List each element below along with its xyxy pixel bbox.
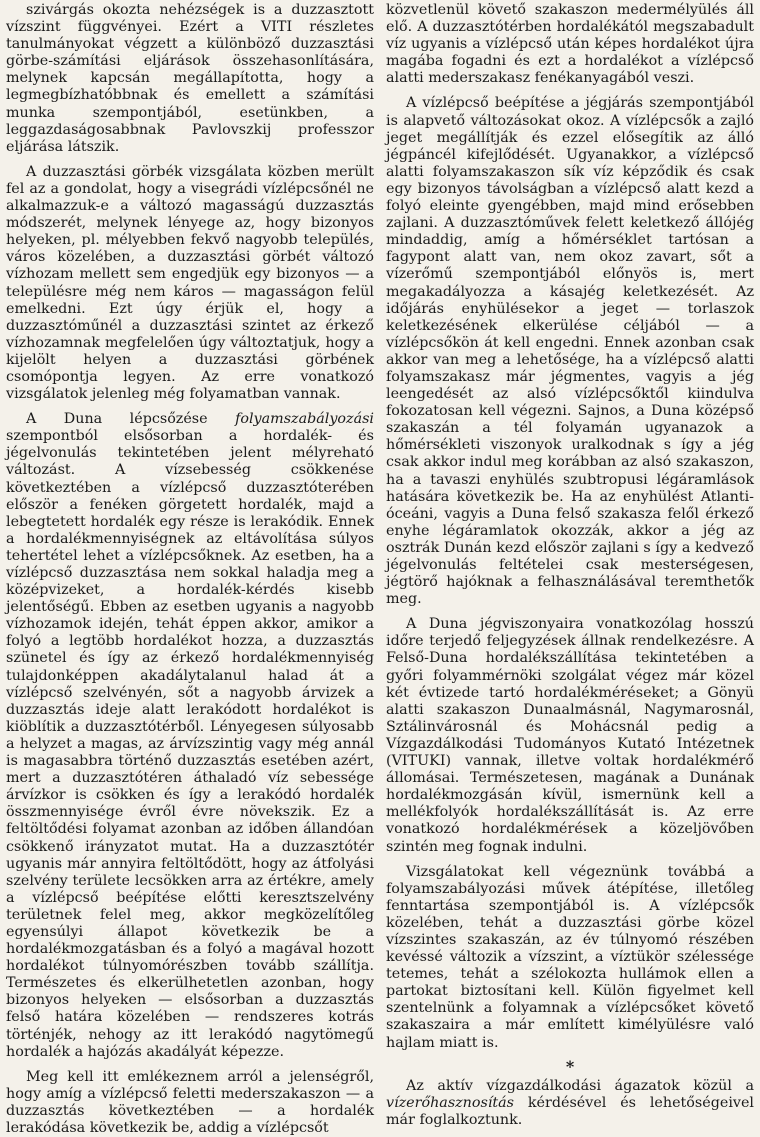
paragraph-text: Az aktív vízgazdálkodási ágazatok közül a	[406, 1077, 754, 1094]
paragraph: közvetlenül követő szakaszon medermélyülés áll elő. A duzzasztótérben hordalékától megszabadult víz ugyanis a vízlépcső után képes hordalékot újra magába fogadni és ezt a hordalékot a vízlépcső alatti mederszakasz fenékanyagából veszi.	[386, 2, 754, 87]
paragraph: A Duna jégviszonyaira vonatkozólag hosszú időre terjedő feljegyzések állnak rendelkezésre. A Felső-Duna hordalékszállítása tekintetében a győri folyammérnöki szolgálat végez már közel két évtizede tartó hordalékméréseket; a Gönyü alatti szakaszon Dunaalmásnál, Nagymarosnál, Sztálinvárosnál és Mohácsnál pedig a Vízgazdálkodási Tudományos Kutató Intézetnek (VITUKI) vannak, illetve voltak hordalékmérő állomásai. Természetesen, magának a Dunának hordalékmozgásán kívül, ismernünk kell a mellékfolyók hordalékszállítását is. Az erre vonatkozó hordalékmérések a közeljövőben szintén meg fognak indulni.	[386, 616, 754, 855]
section-separator-asterisk: *	[565, 1056, 575, 1076]
paragraph	[6, 411, 374, 1061]
paragraph: A vízlépcső beépítése a jégjárás szempontjából is alapvető változásokat okoz. A vízlépcsők a zajló jeget megállítják és ezzel elősegítik az álló jégpáncél kifejlődését. Ugyanakkor, a vízlépcső alatti folyamszakaszon sík víz képződik és csak egy bizonyos távolságban a vízlépcső alatt kezd a folyó eleinte gyengébben, majd mind erősebben zajlani. A duzzasztóművek felett keletkező állójég mindaddig, amíg a hőmérséklet tartósan a fagypont alatt van, nem okoz zavart, sőt a vízerőmű szempontjából előnyös is, mert megakadályozza a kásajég keletkezését. Az időjárás enyhülésekor a jeget — torlaszok keletkezésének elkerülése céljából — a vízlépcsőkön át kell engedni. Ennek azonban csak akkor van meg a lehetősége, ha a vízlépcső alatti folyamszakasz már jégmentes, vagyis a jég leengedését az alsó vízlépcsőktől kiindulva fokozatosan kell végezni. Sajnos, a Duna középső szakaszán a tél folyamán ugyanazok a hőmérsékleti viszonyok uralkodnak s így a jég csak akkor indul meg korábban az alsó szakaszon, ha a tavaszi enyhülés szubtropusi légáramlások hatására következik be. Ha az enyhülést Atlanti-óceáni, vagyis a Duna felső szakasza felől érkező enyhe légáramlatok okozzák, akkor a jég az osztrák Dunán kezd először zajlani s így a kedvező jégelvonulás feltételei csak mesterségesen, jégtörő hajóknak a felhasználásával teremthetők meg.	[386, 95, 754, 608]
paragraph: Meg kell itt emlékeznem arról a jelenségről, hogy amíg a vízlépcső feletti mederszakaszon — a duzzasztás következtében — a hordalék lerakódása következik be, addig a vízlépcsőt	[6, 1068, 374, 1136]
emphasized-term: folyamszabályozási	[235, 411, 374, 428]
paragraph: szivárgás okozta nehézségek is a duzzasztott vízszint függvényei. Ezért a VITI részletes tanulmányokat végzett a különböző duzzasztási görbe-számítási eljárások összehasonlítására, melynek kapcsán megállapította, hogy a legmegbízhatóbbnak és emellett a számítási munka szempontjából, esetünkben, a leggazdaságosabbnak Pavlovszkij professzor eljárása látszik.	[6, 2, 374, 155]
emphasized-term: vízerőhasznosítás	[386, 1094, 515, 1111]
paragraph-text: A Duna lépcsőzése	[26, 411, 236, 428]
paragraph-text: kérdésével és lehetőségeivel már foglalkoztunk.	[386, 1094, 754, 1128]
paragraph	[386, 1078, 754, 1129]
paragraph: Vizsgálatokat kell végeznünk továbbá a folyamszabályozási művek átépítése, illetőleg fenntartása szempontjából is. A vízlépcsők közelében, tehát a duzzasztási görbe közel vízszintes szakaszán, az év túlnyomó részében kevéssé változik a vízszint, a víztükör szélessége tetemes, tehát a szélokozta hullámok ellen a partokat biztosítani kell. Külön figyelmet kell szentelnünk a folyamnak a vízlépcsőket követő szakaszaira a már említett kimélyülésre való hajlam miatt is.	[386, 863, 754, 1051]
left-column	[6, 2, 374, 1136]
right-column	[386, 2, 754, 1128]
paragraph-text: szempontból elsősorban a hordalék- és jégelvonulás tekintetében jelent mélyreható változást. A vízsebesség csökkenése következtében a vízlépcső duzzasztóterében először a fenéken görgetett hordalék, majd a lebegtetett hordalék egy része is lerakódik. Ennek a hordalékmennyiségnek az eltávolítása súlyos tehertétel lehet a vízlépcsőknek. Az esetben, ha a vízlépcső duzzasztása nem sokkal haladja meg a középvizeket, a hordalék-kérdés kisebb jelentőségű. Ebben az esetben ugyanis a nagyobb vízhozamok idején, tehát éppen akkor, amikor a folyó a legtöbb hordalékot hozza, a duzzasztás szünetel és így az érkező hordalékmennyiség tulajdonképpen akadálytalanul halad át a vízlépcső szelvényén, sőt a nagyobb árvizek a duzzasztás ideje alatt lerakódott hordalékot is kiöblítik a duzzasztótérből. Lényegesen súlyosabb a helyzet a magas, az árvízszintig vagy még annál is magasabbra történő duzzasztás esetében azért, mert a duzzasztótéren áthaladó víz sebessége árvízkor is csökken és így a lerakódó hordalék összmennyisége évről évre növekszik. Ez a feltöltődési folyamat azonban az időben állandóan csökkenő irányzatot mutat. Ha a duzzasztótér ugyanis már annyira feltöltődött, hogy az átfolyási szelvény területe lecsökken arra az értékre, amely a vízlépcső beépítése előtti keresztszelvény területnek felel meg, akkor megközelítőleg egyensúlyi állapot következik be a hordalékmozgatásban és a folyó a magával hozott hordalékot túlnyomórészben tovább szállítja. Természetes és elkerülhetetlen azonban, hogy bizonyos helyeken — elsősorban a duzzasztás felső határa közelében — rendszeres kotrás történjék, nehogy az itt lerakódó nagytömegű hordalék a hajózás akadályát képezze.	[6, 428, 374, 1060]
paragraph: A duzzasztási görbék vizsgálata közben merült fel az a gondolat, hogy a visegrádi vízlépcsőnél ne alkalmazzuk-e a változó magasságú duzzasztás módszerét, melynek lényege az, hogy bizonyos helyeken, pl. mélyebben fekvő nagyobb település, város közelében, a duzzasztási görbét változó vízhozam mellett sem engedjük egy bizonyos — a településre még nem káros — magasságon felül emelkedni. Ezt úgy érjük el, hogy a duzzasztóműnél a duzzasztási szintet az érkező vízhozamnak megfelelően úgy változtatjuk, hogy a kijelölt helyen a duzzasztási görbének csomópontja legyen. Az erre vonatkozó vizsgálatok jelenleg még folyamatban vannak.	[6, 163, 374, 403]
